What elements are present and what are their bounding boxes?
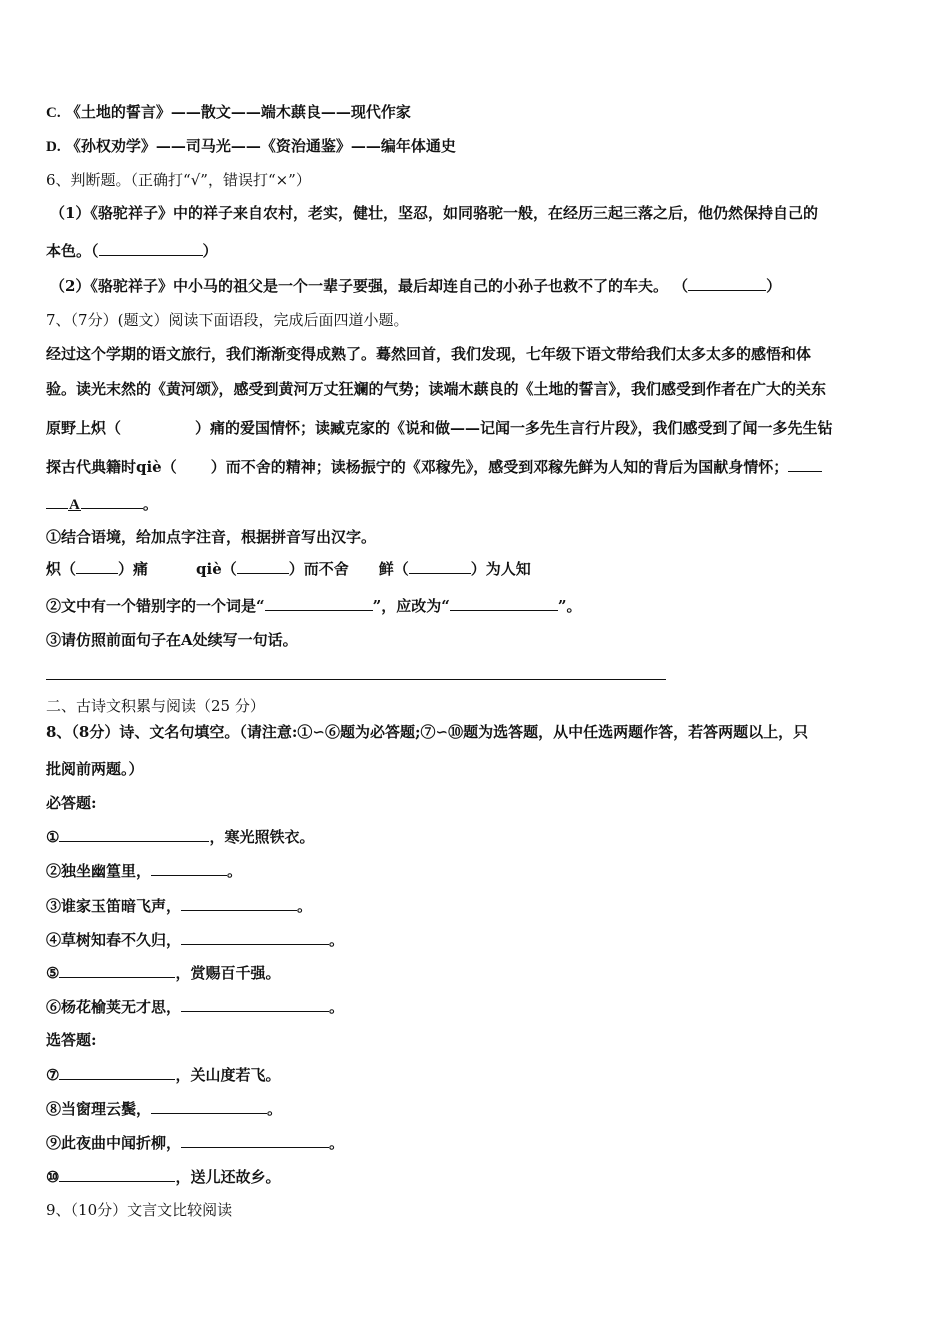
q8-o7-pre: ⑦ bbox=[46, 1066, 60, 1084]
q7-sub2-wrong-word-blank[interactable] bbox=[265, 595, 373, 611]
q8-item-8 bbox=[46, 1098, 282, 1119]
q7-p5-end: 。 bbox=[142, 495, 158, 513]
q8-r2-post: 。 bbox=[227, 862, 243, 880]
q7-sub1-c-post: ）为人知 bbox=[470, 560, 531, 578]
option-d-text: 《孙权劝学》——司马光——《资治通鉴》——编年体通史 bbox=[65, 137, 456, 155]
q7-p3-pre: 原野上炽（ bbox=[46, 419, 122, 437]
q8-r5-post: ，赏赐百千强。 bbox=[175, 964, 281, 982]
q8-r1-pre: ① bbox=[46, 828, 60, 846]
option-d-letter: D. bbox=[46, 139, 61, 155]
q8-o7-post: ，关山度若飞。 bbox=[175, 1066, 281, 1084]
q6-item1-pre: 本色。（ bbox=[46, 242, 99, 260]
q8-item-2 bbox=[46, 860, 242, 881]
q8-r4-pre: ④草树知春不久归， bbox=[46, 931, 182, 949]
q6-item2 bbox=[50, 275, 781, 296]
q7-a-blank-start[interactable] bbox=[788, 456, 822, 472]
q7-sub2 bbox=[46, 595, 582, 616]
q8-item-10 bbox=[46, 1166, 280, 1187]
q7-passage-line2: 验。读光末然的《黄河颂》，感受到黄河万丈狂斓的气势；读端木蕻良的《土地的誓言》，我们感受到作者在广大的关东 bbox=[46, 380, 827, 398]
q8-item-3 bbox=[46, 895, 312, 916]
q8-o10-blank[interactable] bbox=[59, 1166, 175, 1182]
q8-required-label: 必答题: bbox=[46, 794, 97, 812]
q8-optional-label: 选答题: bbox=[46, 1031, 97, 1049]
q8-r5-pre: ⑤ bbox=[46, 964, 60, 982]
q8-instruction-line1: 8、（8分）诗、文名句填空。（请注意:①∽⑥题为必答题;⑦∽⑩题为选答题，从中任选两题作答，若答两题以上，只 bbox=[46, 723, 809, 741]
q8-o7-blank[interactable] bbox=[59, 1064, 175, 1080]
q8-o9-post: 。 bbox=[329, 1134, 345, 1152]
q8-o8-pre: ⑧当窗理云鬓， bbox=[46, 1100, 152, 1118]
q7-title: 7、（7分）(题文）阅读下面语段，完成后面四道小题。 bbox=[46, 311, 409, 329]
q8-item-7 bbox=[46, 1064, 280, 1085]
q8-o10-post: ，送儿还故乡。 bbox=[175, 1168, 281, 1186]
q7-sub1-instruction: ①结合语境，给加点字注音，根据拼音写出汉字。 bbox=[46, 528, 377, 546]
q6-item1-answer-blank[interactable] bbox=[99, 240, 203, 256]
q7-sub1-c-pre: 鲜（ bbox=[378, 560, 409, 578]
q7-sub3-answer-line[interactable] bbox=[46, 679, 666, 680]
q8-r4-blank[interactable] bbox=[181, 929, 329, 945]
section2-title: 二、古诗文积累与阅读（25 分） bbox=[46, 697, 265, 715]
q8-r3-pre: ③谁家玉笛暗飞声， bbox=[46, 897, 182, 915]
q7-a-blank-lead[interactable] bbox=[46, 493, 68, 509]
q8-r5-blank[interactable] bbox=[59, 962, 175, 978]
q8-instruction-line2: 批阅前两题。） bbox=[46, 760, 144, 778]
q7-passage-line5 bbox=[46, 493, 158, 514]
q8-item-6 bbox=[46, 996, 344, 1017]
q8-o8-blank[interactable] bbox=[151, 1098, 267, 1114]
q9-title: 9、（10分）文言文比较阅读 bbox=[46, 1201, 233, 1219]
q6-item1-post: ） bbox=[202, 242, 218, 260]
q6-title: 6、判断题。（正确打“√”，错误打“×”） bbox=[46, 171, 311, 189]
q7-sub3: ③请仿照前面句子在A处续写一句话。 bbox=[46, 631, 298, 649]
q8-r6-post: 。 bbox=[329, 998, 345, 1016]
q7-a-marker: A bbox=[69, 497, 80, 513]
q8-item-1 bbox=[46, 826, 314, 847]
q6-item1-line2 bbox=[46, 240, 218, 261]
q8-o9-blank[interactable] bbox=[181, 1132, 329, 1148]
q8-o9-pre: ⑨此夜曲中闻折柳， bbox=[46, 1134, 182, 1152]
q6-item1-line1: （1）《骆驼祥子》中的祥子来自农村，老实，健壮，坚忍，如同骆驼一般，在经历三起三落之后，他仍然保持自己的 bbox=[50, 204, 818, 222]
q7-sub1-b-post: ）而不舍 bbox=[288, 560, 349, 578]
q6-item2-post: ） bbox=[766, 277, 782, 295]
q7-p4-post: ）而不舍的精神；读杨振宁的《邓稼先》，感受到邓稼先鲜为人知的背后为国献身情怀； bbox=[210, 458, 789, 476]
q8-item-4 bbox=[46, 929, 344, 950]
q8-r2-blank[interactable] bbox=[151, 860, 227, 876]
q7-sub2-mid: ”，应改为“ bbox=[372, 597, 450, 615]
q7-sub1-a-blank[interactable] bbox=[76, 558, 118, 574]
q7-sub1-b-blank[interactable] bbox=[237, 558, 289, 574]
q6-item2-answer-blank[interactable] bbox=[688, 275, 766, 291]
q8-r2-pre: ②独坐幽篁里， bbox=[46, 862, 152, 880]
q7-sub1-b-pre: qiè（ bbox=[196, 560, 237, 578]
q8-r6-blank[interactable] bbox=[181, 996, 329, 1012]
q8-o8-post: 。 bbox=[267, 1100, 283, 1118]
q8-item-5 bbox=[46, 962, 280, 983]
q7-sub1-a-post: ）痛 bbox=[118, 560, 149, 578]
q8-r6-pre: ⑥杨花榆荚无才思， bbox=[46, 998, 182, 1016]
option-c-letter: C. bbox=[46, 105, 61, 121]
option-d bbox=[46, 136, 456, 157]
q7-p3-post: ）痛的爱国情怀；读臧克家的《说和做——记闻一多先生言行片段》，我们感受到了闻一多先生钻 bbox=[195, 419, 833, 437]
q7-sub2-pre: ②文中有一个错别字的一个词是“ bbox=[46, 597, 265, 615]
q7-passage-line1: 经过这个学期的语文旅行，我们渐渐变得成熟了。蓦然回首，我们发现，七年级下语文带给我们太多太多的感悟和体 bbox=[46, 345, 812, 363]
q8-r1-post: ，寒光照铁衣。 bbox=[209, 828, 315, 846]
q7-sub1-a-pre: 炽（ bbox=[46, 560, 77, 578]
option-c-text: 《土地的誓言》——散文——端木蕻良——现代作家 bbox=[65, 103, 411, 121]
q8-r1-blank[interactable] bbox=[59, 826, 209, 842]
q6-item2-pre: （2）《骆驼祥子》中小马的祖父是一个一辈子要强，最后却连自己的小孙子也救不了的车夫。 （ bbox=[50, 277, 689, 295]
q7-sub1-c-blank[interactable] bbox=[409, 558, 471, 574]
q8-o10-pre: ⑩ bbox=[46, 1168, 60, 1186]
q7-p4-pre: 探古代典籍时qiè（ bbox=[46, 458, 177, 476]
q7-passage-line4 bbox=[46, 456, 822, 477]
q8-r4-post: 。 bbox=[329, 931, 345, 949]
q7-sub2-post: ”。 bbox=[557, 597, 582, 615]
q8-r3-post: 。 bbox=[297, 897, 313, 915]
q7-passage-line3 bbox=[46, 418, 833, 438]
q8-r3-blank[interactable] bbox=[181, 895, 297, 911]
q7-sub2-correction-blank[interactable] bbox=[450, 595, 558, 611]
q7-sub1-answers bbox=[46, 558, 531, 579]
q7-a-blank-tail[interactable] bbox=[81, 493, 143, 509]
option-c bbox=[46, 102, 411, 123]
q8-item-9 bbox=[46, 1132, 344, 1153]
